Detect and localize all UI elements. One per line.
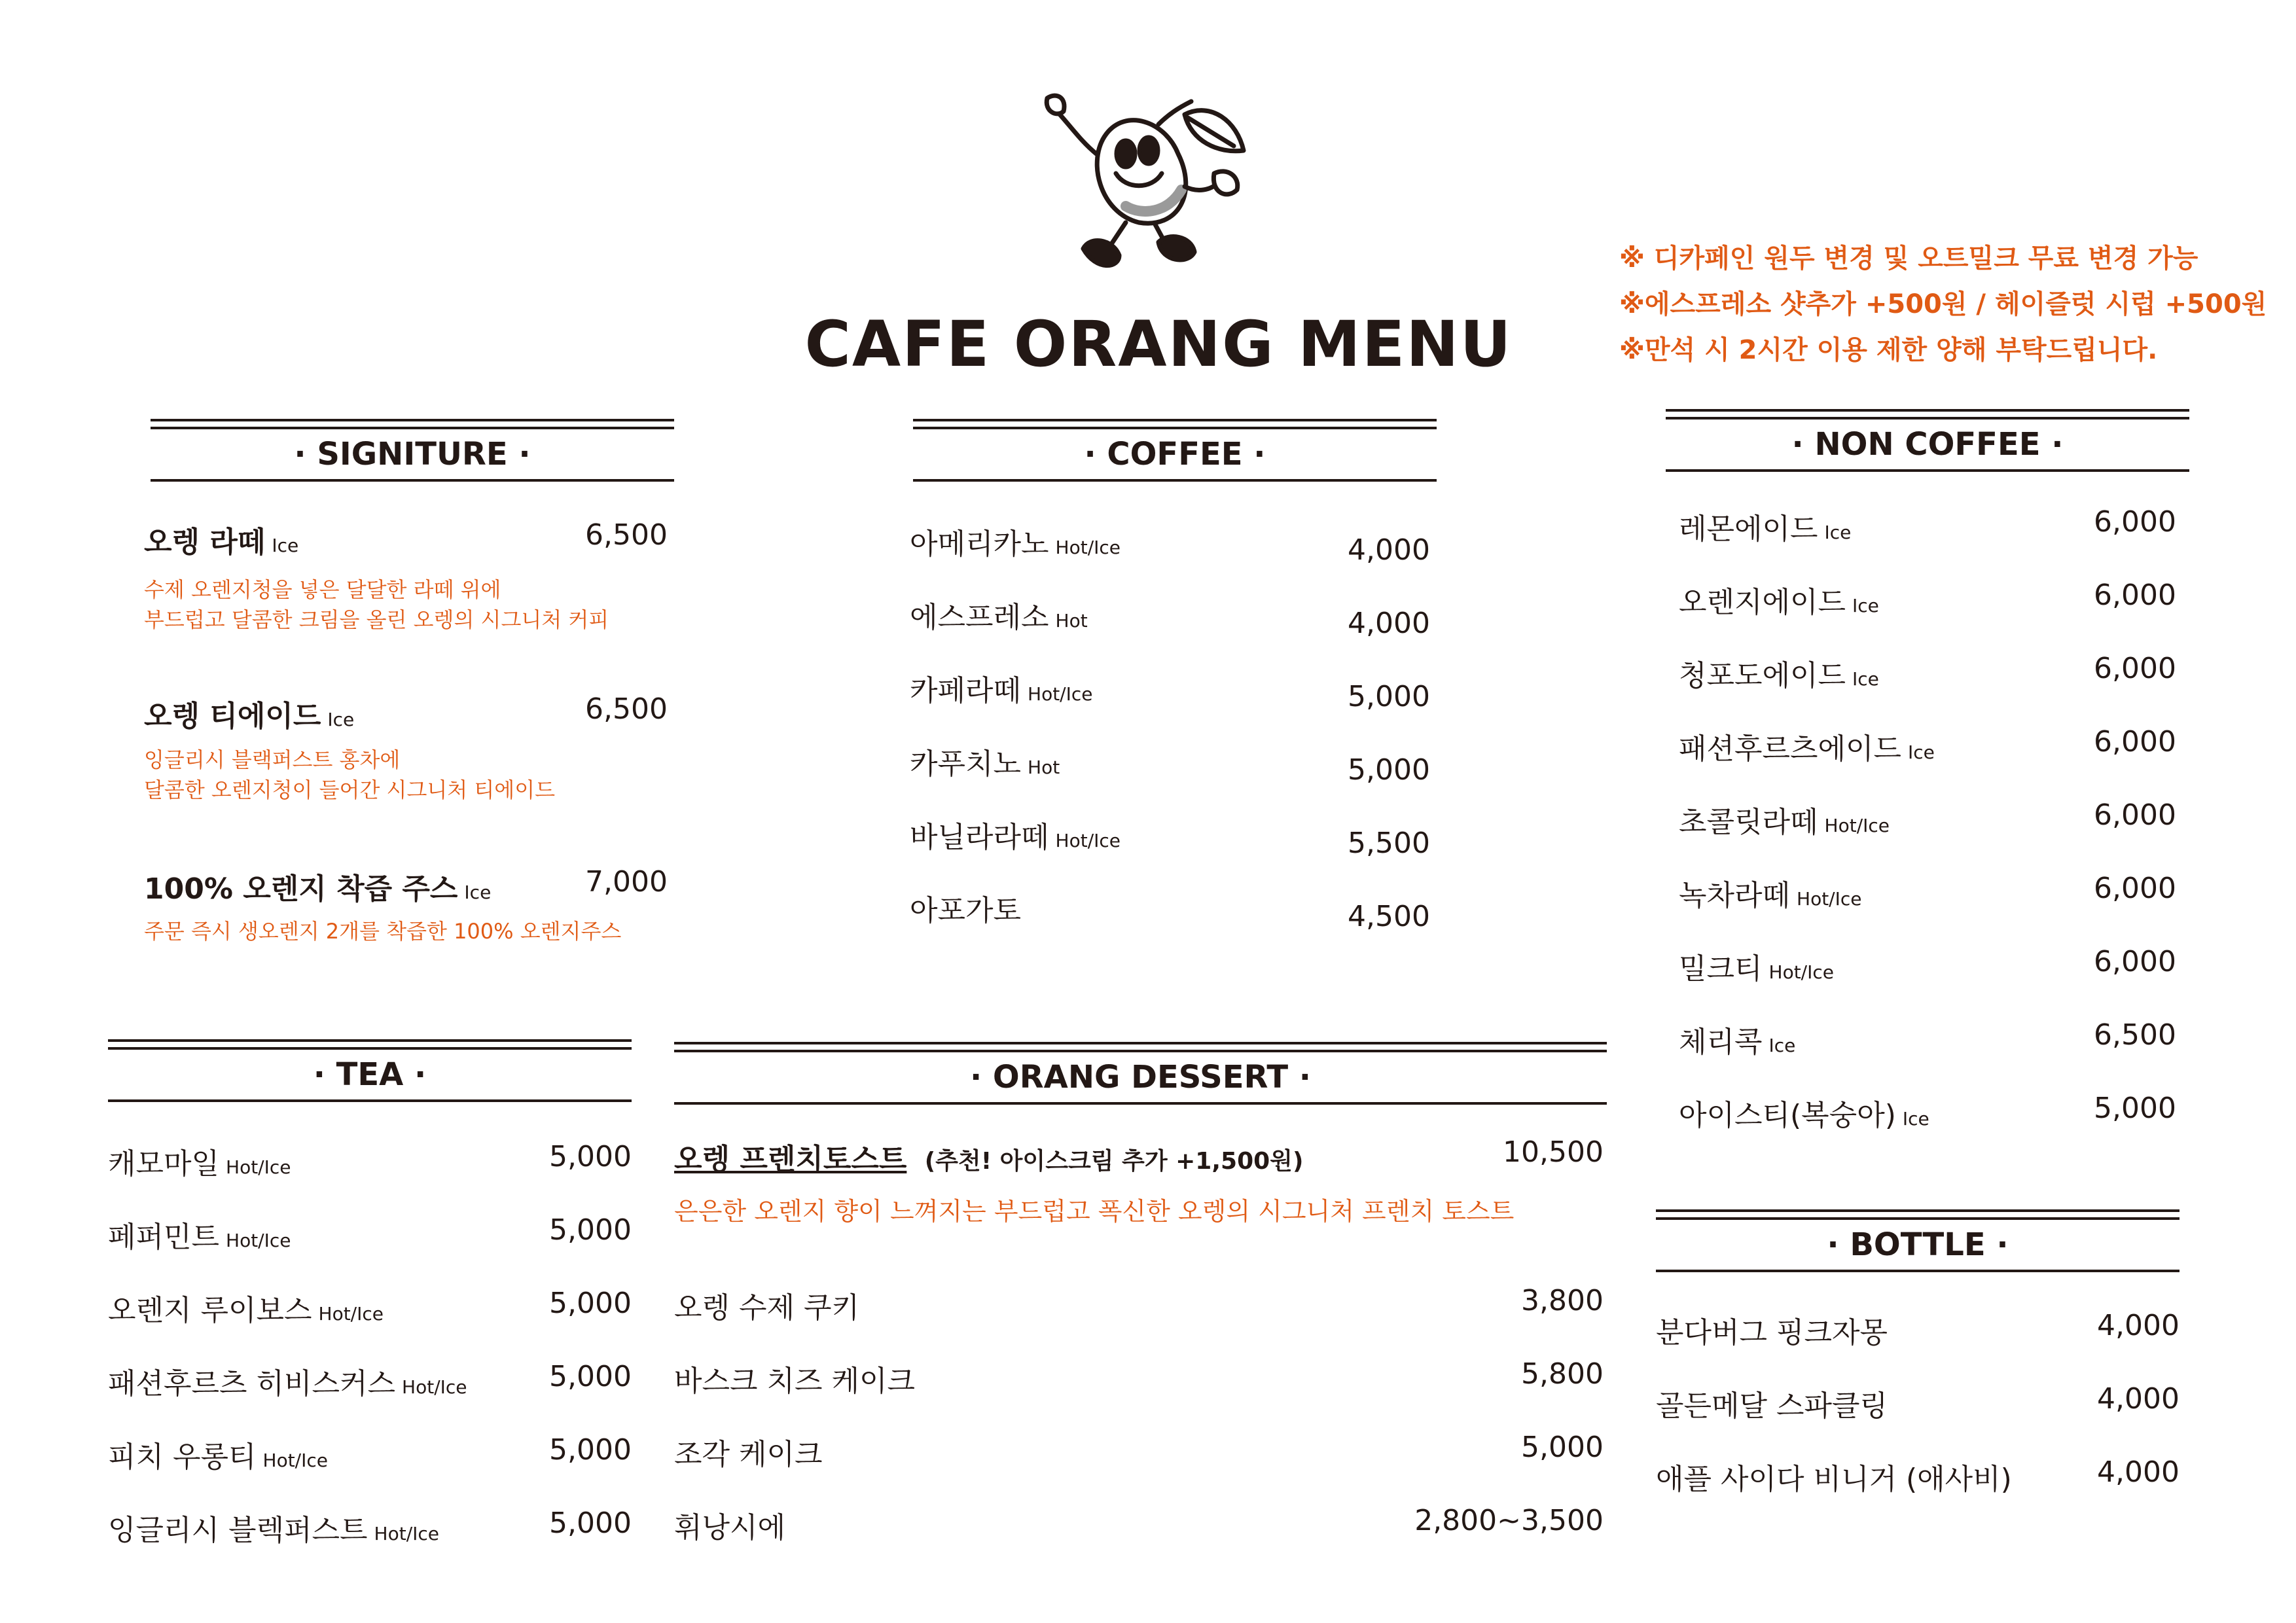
item-price: 6,000 [2094,945,2176,978]
menu-item: 레몬에이드 Ice [1679,512,1852,546]
menu-item: 아이스티(복숭아) Ice [1679,1099,1929,1132]
notes [1619,236,2267,373]
menu-item: 잉글리시 블렉퍼스트 Hot/Ice [108,1514,440,1547]
item-price: 5,000 [1348,753,1430,787]
item-price: 7,000 [585,865,668,899]
item-price: 6,500 [2094,1018,2176,1052]
item-description: 은은한 오렌지 향이 느껴지는 부드럽고 폭신한 오렝의 시그니처 프렌치 토스트 [674,1197,1515,1226]
menu-item: 캐모마일 Hot/Ice [108,1147,291,1181]
item-price: 5,000 [2094,1092,2176,1125]
item-price: 6,000 [2094,798,2176,832]
menu-item: 초콜릿라떼 Hot/Ice [1679,806,1890,839]
item-price: 6,000 [2094,579,2176,612]
orange-mascot-icon [1028,75,1276,291]
item-price: 5,000 [1521,1431,1604,1464]
noncoffee-heading: · NON COFFEE · [1666,409,2189,472]
item-price: 6,500 [585,692,668,726]
item-price: 4,000 [1348,533,1430,567]
item-price: 5,000 [549,1433,632,1467]
item-price: 5,000 [549,1213,632,1247]
menu-item: 애플 사이다 비니거 (애사비) [1656,1463,2012,1496]
menu-item: 오렝 티에이드 Ice [144,700,355,733]
menu-item: 녹차라떼 Hot/Ice [1679,879,1862,912]
menu-item: 청포도에이드 Ice [1679,659,1879,692]
item-price: 6,000 [2094,652,2176,685]
item-price: 5,000 [549,1140,632,1173]
menu-item: 아포가토 [910,894,1022,927]
note-extra-shot: ※에스프레소 샷추가 +500원 / 헤이즐럿 시럽 +500원 [1619,289,2267,319]
item-price: 3,800 [1521,1284,1604,1317]
dessert-heading: · ORANG DESSERT · [674,1042,1607,1105]
item-price: 5,000 [549,1287,632,1320]
menu-item: 패션후르츠 히비스커스 Hot/Ice [108,1367,467,1400]
menu-item: 오렌지 루이보스 Hot/Ice [108,1294,384,1327]
item-price: 4,000 [2097,1382,2179,1416]
menu-item: 조각 케이크 [674,1438,823,1471]
item-price: 4,000 [2097,1309,2179,1342]
menu-item: 카페라떼 Hot/Ice [910,674,1093,707]
item-price: 4,000 [1348,607,1430,640]
bottle-heading: · BOTTLE · [1656,1209,2179,1272]
item-price: 5,500 [1348,827,1430,860]
item-price: 5,000 [1348,680,1430,713]
item-description: 수제 오렌지청을 넣은 달달한 라떼 위에 부드럽고 달콤한 크림을 올린 오렝의 시그니처 커피 [144,577,609,632]
item-price: 10,500 [1503,1135,1604,1169]
menu-item: 카푸치노 Hot [910,747,1060,781]
item-price: 5,000 [549,1360,632,1393]
item-price: 4,000 [2097,1455,2179,1489]
signature-heading: · SIGNITURE · [151,419,674,482]
menu-item: 패션후르츠에이드 Ice [1679,732,1935,766]
note-decaf: ※ 디카페인 원두 변경 및 오트밀크 무료 변경 가능 [1619,243,2198,274]
item-description: 주문 즉시 생오렌지 2개를 착즙한 100% 오렌지주스 [144,919,622,944]
menu-item: 밀크티 Hot/Ice [1679,952,1834,986]
item-description: 잉글리시 블랙퍼스트 홍차에 달콤한 오렌지청이 들어간 시그니처 티에이드 [144,747,556,802]
note-time-limit: ※만석 시 2시간 이용 제한 양해 부탁드립니다. [1619,335,2158,365]
item-price: 6,000 [2094,872,2176,905]
menu-item: 피치 우롱티 Hot/Ice [108,1440,328,1474]
menu-item: 에스프레소 Hot [910,601,1088,634]
coffee-heading: · COFFEE · [913,419,1437,482]
item-price: 4,500 [1348,900,1430,933]
item-price: 5,000 [549,1507,632,1540]
menu-item: 분다버그 핑크자몽 [1656,1316,1888,1349]
menu-item: 페퍼민트 Hot/Ice [108,1221,291,1254]
menu-item: 휘낭시에 [674,1511,786,1544]
tea-heading: · TEA · [108,1039,632,1102]
menu-item: 바스크 치즈 케이크 [674,1364,916,1398]
menu-item: 오렝 라떼 Ice [144,526,299,559]
menu-item-featured: 오렝 프렌치토스트 (추천! 아이스크림 추가 +1,500원) [674,1143,1304,1176]
item-price: 6,000 [2094,505,2176,539]
item-price: 6,000 [2094,725,2176,758]
menu-item: 체리콕 Ice [1679,1026,1796,1059]
menu-item: 100% 오렌지 착즙 주스 Ice [144,872,492,906]
menu-item: 아메리카노 Hot/Ice [910,527,1121,561]
menu-item: 오렝 수제 쿠키 [674,1291,859,1325]
menu-item: 골든메달 스파클링 [1656,1389,1888,1423]
item-price: 2,800~3,500 [1414,1504,1604,1537]
page-title: CAFE ORANG MENU [804,308,1513,381]
menu-item: 오렌지에이드 Ice [1679,586,1879,619]
item-price: 6,500 [585,518,668,552]
menu-item: 바닐라라떼 Hot/Ice [910,821,1121,854]
item-price: 5,800 [1521,1357,1604,1391]
